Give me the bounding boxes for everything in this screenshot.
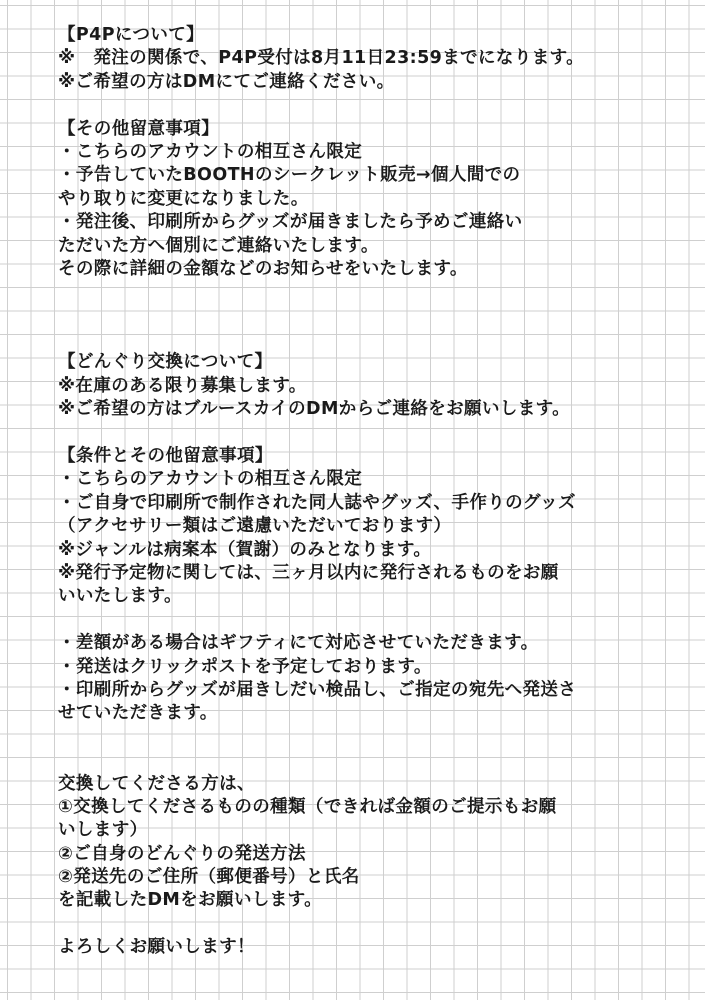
shipping-line: ・差額がある場合はギフティにて対応させていただきます。 <box>58 633 539 654</box>
closing-text: よろしくお願いします！ <box>58 937 255 958</box>
shipping-line: せていただきます。 <box>58 703 218 724</box>
p4p-notes-line: その際に詳細の金額などのお知らせをいたします。 <box>58 258 468 279</box>
conditions-line: いいたします。 <box>58 586 182 607</box>
acorn-line: ※ご希望の方はブルースカイのDMからご連絡をお願いします。 <box>58 399 571 420</box>
p4p-notes-line: ・発注後、印刷所からグッズが届きましたら予めご連絡い <box>58 212 523 233</box>
conditions-line: ・ご自身で印刷所で制作された同人誌やグッズ、手作りのグッズ <box>58 492 576 513</box>
spacer <box>58 94 698 117</box>
conditions-heading: 【条件とその他留意事項】 <box>58 446 273 467</box>
p4p-line: ※ご希望の方はDMにてご連絡ください。 <box>58 71 395 92</box>
acorn-heading: 【どんぐり交換について】 <box>58 352 273 373</box>
conditions-line: ※発行予定物に関しては、三ヶ月以内に発行されるものをお願 <box>58 563 559 583</box>
shipping-line: ・印刷所からグッズが届きしだい検品し、ご指定の宛先へ発送さ <box>58 679 577 700</box>
request-line: ①交換してくださるものの種類（できれば金額のご提示もお願 <box>58 796 557 817</box>
p4p-notes-line: ただいた方へ個別にご連絡いたします。 <box>58 235 379 256</box>
request-line: いします） <box>58 820 148 841</box>
p4p-line: ※ 発注の関係で、P4P受付は8月11日23:59までになります。 <box>58 48 585 69</box>
request-intro: 交換してくださる方は、 <box>58 773 255 794</box>
shipping-line: ・発送はクリックポストを予定しております。 <box>58 656 432 677</box>
spacer <box>58 281 698 351</box>
spacer <box>58 726 698 773</box>
p4p-heading: 【P4Pについて】 <box>58 25 205 45</box>
p4p-notes-line: ・予告していたBOOTHのシークレット販売→個人間での <box>58 165 521 186</box>
notice-document <box>58 24 698 960</box>
request-line: ②ご自身のどんぐりの発送方法 <box>58 843 306 864</box>
spacer <box>58 913 698 936</box>
conditions-line: ※ジャンルは病案本（賀謝）のみとなります。 <box>58 539 432 560</box>
conditions-line: ・こちらのアカウントの相互さん限定 <box>58 469 363 490</box>
request-line: を記載したDMをお願いします。 <box>58 890 323 911</box>
spacer <box>58 609 698 632</box>
p4p-notes-line: やり取りに変更になりました。 <box>58 188 309 209</box>
request-line: ②発送先のご住所（郵便番号）と氏名 <box>58 867 360 888</box>
conditions-line: （アクセサリー類はご遠慮いただいております） <box>58 516 452 537</box>
acorn-line: ※在庫のある限り募集します。 <box>58 375 307 396</box>
p4p-notes-line: ・こちらのアカウントの相互さん限定 <box>58 141 363 162</box>
spacer <box>58 422 698 445</box>
p4p-notes-heading: 【その他留意事項】 <box>58 118 220 139</box>
